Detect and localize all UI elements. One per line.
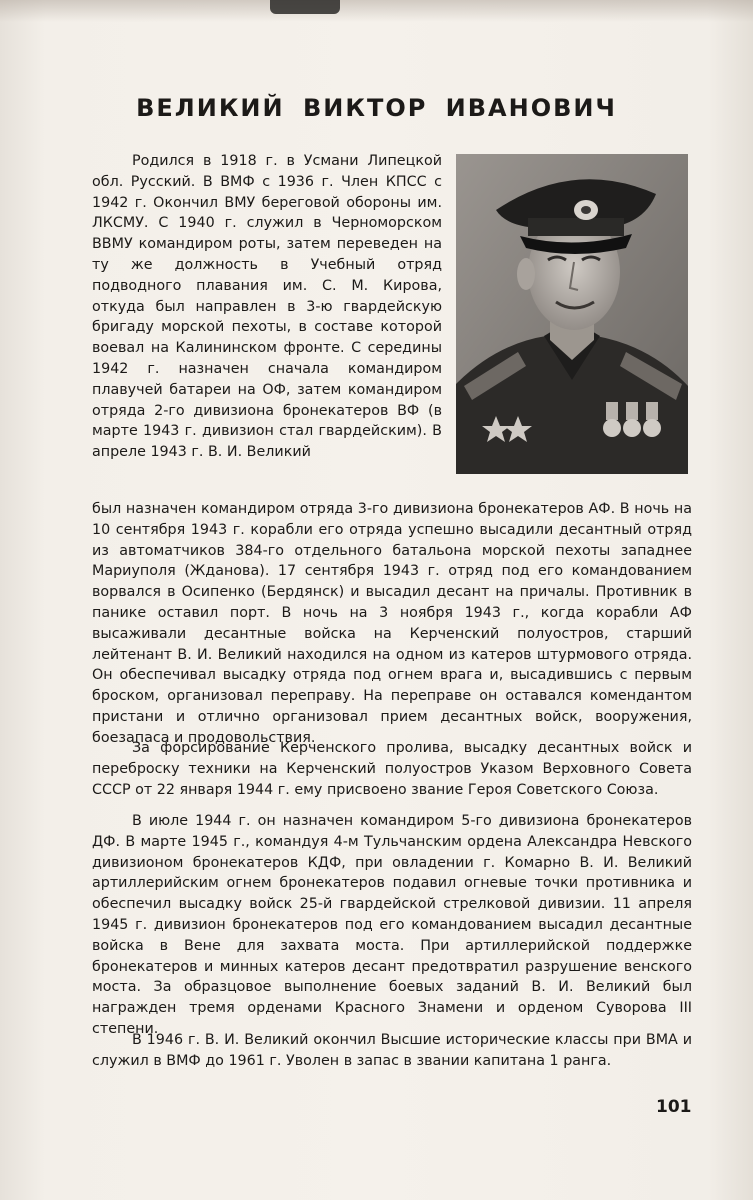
biography-paragraph-5: В 1946 г. В. И. Великий окончил Высшие исторические классы при ВМА и служил в ВМФ до 1961 г. Уволен в запас в звании капитана 1 ранга. <box>92 1032 692 1069</box>
biography-paragraph-1: Родился в 1918 г. в Усмани Липецкой обл. Русский. В ВМФ с 1936 г. Член КПСС с 1942 г. Окончил ВМУ береговой обороны им. ЛКСМУ. С 1940 г. служил в Черноморском ВВМУ командиром роты, затем переведен на ту же должность в Учебный отряд подводного плавания им. С. М. Кирова, откуда был направлен в 3-ю гвардейскую бригаду морской пехоты, в составе которой воевал на Калининском фронте. С середины 1942 г. назначен сначала командиром плавучей батареи на ОФ, затем командиром отряда 2-го дивизиона бронекатеров ВФ (в марте 1943 г. дивизион стал гвардейским). В апреле 1943 г. В. И. Великий <box>92 153 442 461</box>
biography-paragraph-2: был назначен командиром отряда 3-го дивизиона бронекатеров АФ. В ночь на 10 сентября 1943 г. корабли его отряда успешно высадили десантный отряд из автоматчиков 384-го отдельного батальона морской пехоты западнее Мариуполя (Жданова). 17 сентября 1943 г. отряд под его командованием ворвался в Осипенко (Бердянск) и высадил десант на причалы. Противник в панике оставил порт. В ночь на 3 ноября 1943 г., когда корабли АФ высаживали десантные войска на Керченский полуостров, старший лейтенант В. И. Великий находился на одном из катеров штурмового отряда. Он обеспечивал высадку отряда под огнем врага и, высадившись с первым броском, организовал переправу. На переправе он оставался комендантом пристани и отлично организовал прием десантных войск, вооружения, боезапаса и продовольствия. <box>92 501 692 746</box>
biography-paragraph-4: В июле 1944 г. он назначен командиром 5-го дивизиона бронекатеров ДФ. В марте 1945 г., командуя 4-м Тульчанским ордена Александра Невского дивизионом бронекатеров КДФ, при овладении г. Комарно В. И. Великий артиллерийским огнем бронекатеров подавил огневые точки противника и обеспечил высадку войск 25-й гвардейской стрелковой дивизии. 11 апреля 1945 г. дивизион бронекатеров под его командованием высадил десантные войска в Вене для захвата моста. При артиллерийской поддержке бронекатеров и минных катеров десант предотвратил разрушение венского моста. За образцовое выполнение боевых заданий В. И. Великий был награжден тремя орденами Красного Знамени и орденом Суворова III степени. <box>92 813 692 1037</box>
page-title: ВЕЛИКИЙ ВИКТОР ИВАНОВИЧ <box>136 94 617 122</box>
portrait-photo <box>456 154 688 474</box>
page-top-edge <box>0 0 753 22</box>
page-number: 101 <box>656 1097 692 1117</box>
binding-clip <box>270 0 340 14</box>
biography-paragraph-3: За форсирование Керченского пролива, высадку десантных войск и переброску техники на Керченский полуостров Указом Верховного Совета СССР от 22 января 1944 г. ему присвоено звание Героя Советского Союза. <box>92 740 692 798</box>
portrait-illustration <box>456 154 688 474</box>
